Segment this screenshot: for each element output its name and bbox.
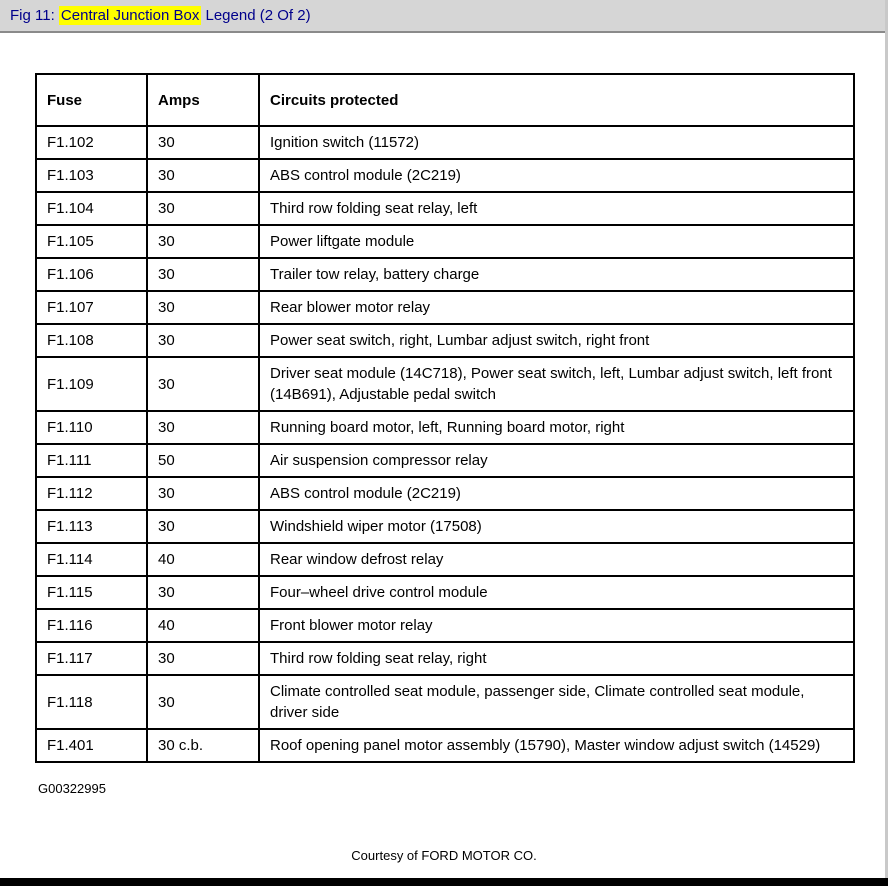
figure-title (10, 7, 311, 24)
fuse-id-cell: F1.108 (36, 324, 147, 357)
fuse-table-row (36, 126, 854, 159)
amps-cell: 30 (147, 225, 259, 258)
amps-cell: 30 c.b. (147, 729, 259, 762)
fuse-id-cell: F1.110 (36, 411, 147, 444)
circuit-cell: Rear blower motor relay (259, 291, 854, 324)
fuse-id-cell: F1.116 (36, 609, 147, 642)
amps-cell: 30 (147, 510, 259, 543)
figure-title-suffix: Legend (2 Of 2) (201, 7, 311, 24)
fuse-table-row (36, 675, 854, 729)
amps-cell: 30 (147, 675, 259, 729)
circuit-cell: Ignition switch (11572) (259, 126, 854, 159)
fuse-table-row (36, 642, 854, 675)
fuse-table-row (36, 477, 854, 510)
fuse-id-cell: F1.114 (36, 543, 147, 576)
amps-cell: 30 (147, 357, 259, 411)
column-header-amps: Amps (147, 74, 259, 126)
figure-title-bar (0, 0, 888, 33)
circuit-cell: Four–wheel drive control module (259, 576, 854, 609)
circuit-cell: Power seat switch, right, Lumbar adjust switch, right front (259, 324, 854, 357)
bottom-black-bar (0, 878, 888, 886)
amps-cell: 30 (147, 324, 259, 357)
circuit-cell: Third row folding seat relay, left (259, 192, 854, 225)
fuse-id-cell: F1.113 (36, 510, 147, 543)
amps-cell: 30 (147, 576, 259, 609)
circuit-cell: Windshield wiper motor (17508) (259, 510, 854, 543)
fuse-id-cell: F1.102 (36, 126, 147, 159)
fuse-table-row (36, 543, 854, 576)
fuse-table-row (36, 357, 854, 411)
fuse-table-row (36, 324, 854, 357)
fuse-id-cell: F1.401 (36, 729, 147, 762)
fuse-id-cell: F1.112 (36, 477, 147, 510)
column-header-circuits: Circuits protected (259, 74, 854, 126)
fuse-id-cell: F1.104 (36, 192, 147, 225)
fuse-table-row (36, 729, 854, 762)
fuse-id-cell: F1.105 (36, 225, 147, 258)
fuse-id-cell: F1.111 (36, 444, 147, 477)
amps-cell: 40 (147, 543, 259, 576)
circuit-cell: Roof opening panel motor assembly (15790), Master window adjust switch (14529) (259, 729, 854, 762)
circuit-cell: ABS control module (2C219) (259, 477, 854, 510)
fuse-legend-table (35, 73, 855, 763)
circuit-cell: Front blower motor relay (259, 609, 854, 642)
fuse-table-row (36, 159, 854, 192)
circuit-cell: Rear window defrost relay (259, 543, 854, 576)
fuse-id-cell: F1.107 (36, 291, 147, 324)
amps-cell: 30 (147, 477, 259, 510)
amps-cell: 30 (147, 258, 259, 291)
column-header-fuse: Fuse (36, 74, 147, 126)
amps-cell: 50 (147, 444, 259, 477)
amps-cell: 30 (147, 291, 259, 324)
fuse-id-cell: F1.106 (36, 258, 147, 291)
amps-cell: 30 (147, 411, 259, 444)
figure-title-prefix: Fig 11: (10, 7, 59, 24)
page-content (0, 33, 888, 796)
amps-cell: 30 (147, 642, 259, 675)
amps-cell: 30 (147, 159, 259, 192)
highlighted-text: Central Junction Box (60, 7, 200, 24)
fuse-table-row (36, 225, 854, 258)
amps-cell: 40 (147, 609, 259, 642)
circuit-cell: Running board motor, left, Running board motor, right (259, 411, 854, 444)
fuse-table-row (36, 576, 854, 609)
fuse-table-body (36, 126, 854, 762)
circuit-cell: Power liftgate module (259, 225, 854, 258)
circuit-cell: Driver seat module (14C718), Power seat switch, left, Lumbar adjust switch, left front (14B691), Adjustable pedal switch (259, 357, 854, 411)
fuse-table-row (36, 258, 854, 291)
circuit-cell: Air suspension compressor relay (259, 444, 854, 477)
fuse-table-row (36, 510, 854, 543)
circuit-cell: ABS control module (2C219) (259, 159, 854, 192)
circuit-cell: Trailer tow relay, battery charge (259, 258, 854, 291)
fuse-id-cell: F1.118 (36, 675, 147, 729)
fuse-table-row (36, 609, 854, 642)
fuse-table-row (36, 411, 854, 444)
fuse-id-cell: F1.109 (36, 357, 147, 411)
circuit-cell: Third row folding seat relay, right (259, 642, 854, 675)
figure-code: G00322995 (38, 781, 106, 796)
courtesy-note: Courtesy of FORD MOTOR CO. (351, 848, 537, 863)
fuse-table-row (36, 444, 854, 477)
fuse-id-cell: F1.117 (36, 642, 147, 675)
fuse-table-row (36, 192, 854, 225)
fuse-id-cell: F1.103 (36, 159, 147, 192)
fuse-table-row (36, 291, 854, 324)
table-header-row (36, 74, 854, 126)
amps-cell: 30 (147, 126, 259, 159)
amps-cell: 30 (147, 192, 259, 225)
circuit-cell: Climate controlled seat module, passenger side, Climate controlled seat module, driver side (259, 675, 854, 729)
fuse-id-cell: F1.115 (36, 576, 147, 609)
